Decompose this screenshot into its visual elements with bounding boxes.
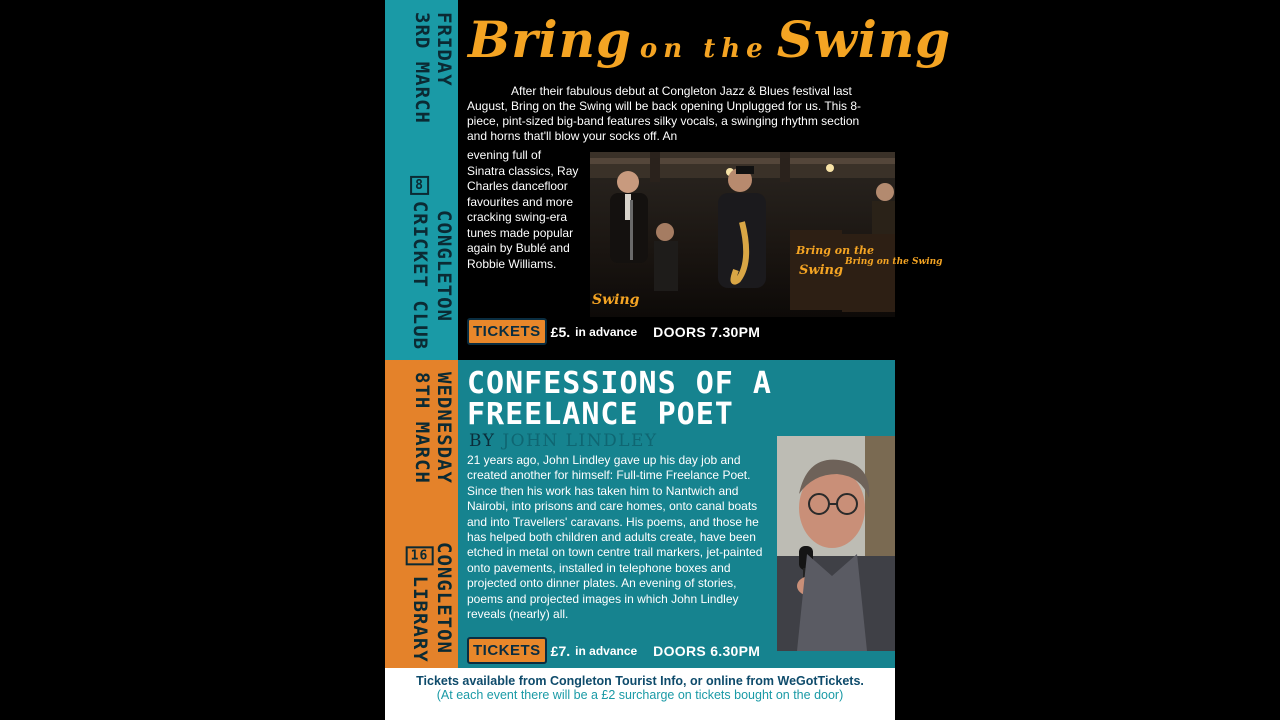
event-poster: [385, 0, 952, 720]
svg-text:Swing: Swing: [799, 263, 844, 278]
svg-text:Swing: Swing: [592, 292, 640, 308]
event2-price: £7.: [550, 642, 571, 659]
event1-date-sidebar: [385, 0, 458, 360]
event2-doors: DOORS 6.30PM: [653, 642, 761, 659]
event1-venue-number: 8: [411, 176, 430, 195]
event2-venue-name: LIBRARY: [409, 575, 431, 663]
event1-tickets-badge: TICKETS: [467, 318, 547, 345]
event2-venue-number: 16: [406, 546, 434, 565]
poet-photo-illustration: [777, 436, 895, 651]
event1-description: After their fabulous debut at Congleton Jazz & Blues festival last August, Bring on the Swing will be back opening Unplugged for us. This 8-piece, pint-sized big-band features silky vocals, a swinging rhythm section and horns that'll blow your socks off. An: [467, 84, 862, 143]
event2-author: JOHN LINDLEY: [502, 431, 658, 451]
band-photo: [590, 152, 943, 317]
event2-title-line1: CONFESSIONS OF A: [467, 366, 772, 401]
event2-by: BY: [469, 431, 496, 451]
ticket-footer: [385, 668, 895, 720]
event1-title: [468, 10, 951, 69]
event2-day: WEDNESDAY: [433, 372, 455, 484]
poet-photo: [777, 436, 895, 651]
event1-advance: in advance: [575, 324, 638, 339]
event2-venue-name-row: [410, 542, 430, 663]
event-confessions-of-a-freelance-poet: [385, 360, 895, 668]
event2-title: [467, 368, 772, 430]
event2-byline: [469, 431, 658, 451]
svg-text:Bring on the: Bring on the: [796, 244, 875, 257]
event1-price: £5.: [550, 323, 571, 340]
event1-title-word1: Bring: [468, 10, 632, 69]
event1-date: 3RD MARCH: [411, 12, 433, 124]
event2-description: 21 years ago, John Lindley gave up his day job and created another for himself: Full-time Freelance Poet. Since then his work has taken him to Nantwich and Nairobi, into prisons and care homes, onto canal boats and into Travellers' caravans. His poems, and those he has helped both children and adults create, have been etched in metal on town centre trail markers, jet-painted onto pavements, installed in telephone boxes and projected onto dinner plates. An evening of stories, poems and projected images in which John Lindley reveals (nearly) all.: [467, 453, 763, 622]
event1-venue-town: CONGLETON: [433, 210, 455, 322]
event2-tickets-badge: TICKETS: [467, 637, 547, 664]
event1-venue-name: CRICKET CLUB: [409, 200, 431, 351]
footer-ticket-availability: Tickets available from Congleton Tourist Info, or online from WeGotTickets.: [416, 674, 864, 688]
event2-date-sidebar: [385, 360, 458, 668]
footer-surcharge-note: (At each event there will be a £2 surcharge on tickets bought on the door): [436, 688, 844, 702]
event2-ticket-info: [467, 637, 760, 664]
event2-advance: in advance: [575, 643, 638, 658]
band-photo-illustration: [590, 152, 943, 317]
event2-title-line2: FREELANCE POET: [467, 397, 734, 432]
event1-day: FRIDAY: [433, 12, 455, 87]
event1-venue-name-row: [410, 176, 430, 350]
event1-ticket-info: [467, 318, 760, 345]
event1-doors: DOORS 7.30PM: [653, 323, 761, 340]
event-bring-on-the-swing: [385, 0, 952, 360]
event1-title-mid: on the: [639, 34, 769, 64]
event2-date: 8TH MARCH: [411, 372, 433, 484]
event2-venue-town: CONGLETON: [433, 542, 455, 654]
event1-title-word2: Swing: [776, 10, 952, 69]
svg-text:Bring on the Swing: Bring on the Swing: [845, 257, 943, 267]
event1-description-continued: evening full of Sinatra classics, Ray Charles dancefloor favourites and more cracking swing-era tunes made popular again by Bublé and Robbie Williams.: [467, 148, 579, 271]
